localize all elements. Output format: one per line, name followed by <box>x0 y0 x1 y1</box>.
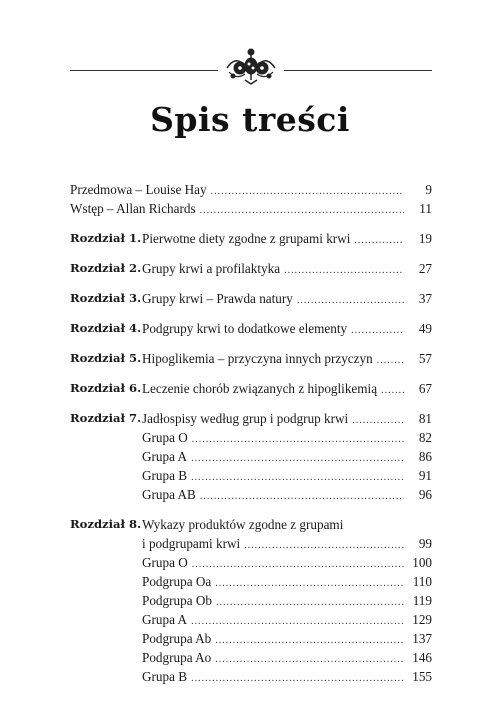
toc-row <box>70 180 432 199</box>
entry-title: Podgrupa Ob <box>142 593 212 608</box>
chapter-label: Rozdział 3. <box>70 291 142 305</box>
toc-row <box>70 667 432 686</box>
toc-entry <box>142 485 432 506</box>
toc-entry <box>70 199 432 220</box>
page-number: 91 <box>418 468 432 483</box>
dot-leader <box>354 231 404 250</box>
toc-row <box>70 629 432 648</box>
dot-leader <box>191 669 404 688</box>
toc-row <box>70 428 432 447</box>
toc-entry <box>142 379 432 400</box>
toc-entry <box>142 610 432 631</box>
toc-entry <box>142 591 432 612</box>
page-number: 49 <box>418 321 432 336</box>
toc-row <box>70 289 432 308</box>
toc-row <box>70 379 432 398</box>
entry-title: Leczenie chorób związanych z hipoglikemią <box>142 381 378 396</box>
toc-row <box>70 409 432 428</box>
page-number: 146 <box>412 650 432 665</box>
dot-leader <box>200 487 404 506</box>
chapter-label: Rozdział 5. <box>70 351 142 365</box>
toc-row <box>70 553 432 572</box>
toc-entry <box>142 428 432 449</box>
toc-entry <box>142 229 432 250</box>
entry-title: i podgrupami krwi <box>142 536 241 551</box>
chapter-label: Rozdział 7. <box>70 411 142 425</box>
toc-row <box>70 229 432 248</box>
entry-title: Grupa O <box>142 555 188 570</box>
chapter-label: Rozdział 6. <box>70 381 142 395</box>
toc-entry <box>142 667 432 688</box>
toc-row <box>70 349 432 368</box>
toc-entry <box>142 349 432 370</box>
entry-title: Grupy krwi – Prawda natury <box>142 291 293 306</box>
toc-row <box>70 572 432 591</box>
toc-entry <box>142 534 432 555</box>
toc-row <box>70 515 432 534</box>
page-number: 96 <box>418 487 432 502</box>
toc-entry <box>70 180 432 201</box>
toc-row <box>70 610 432 629</box>
entry-title: Podgrupa Ao <box>142 650 212 665</box>
entry-title: Jadłospisy według grup i podgrup krwi <box>142 411 349 426</box>
page-number: 110 <box>412 574 432 589</box>
entry-title: Podgrupa Ab <box>142 631 212 646</box>
page-number: 19 <box>418 231 432 246</box>
dot-leader <box>297 291 404 310</box>
toc-entry <box>142 319 432 340</box>
toc-row <box>70 591 432 610</box>
page-number: 67 <box>418 381 432 396</box>
toc-row <box>70 259 432 278</box>
entry-title: Podgrupa Oa <box>142 574 212 589</box>
page-number: 99 <box>418 536 432 551</box>
page-number: 86 <box>418 449 432 464</box>
entry-title: Wstęp – Allan Richards <box>70 201 196 216</box>
toc-entry <box>142 447 432 468</box>
toc-entry <box>142 289 432 310</box>
entry-title: Podgrupy krwi to dodatkowe elementy <box>142 321 348 336</box>
page-number: 37 <box>418 291 432 306</box>
page-number: 81 <box>418 411 432 426</box>
chapter-label: Rozdział 2. <box>70 261 142 275</box>
page-number: 100 <box>412 555 432 570</box>
entry-title: Grupa AB <box>142 487 196 502</box>
chapter-label: Rozdział 1. <box>70 231 142 245</box>
entry-title: Grupa B <box>142 669 188 684</box>
dot-leader <box>284 261 404 280</box>
page-number: 129 <box>412 612 432 627</box>
page-number: 9 <box>425 182 432 197</box>
page-number: 82 <box>418 430 432 445</box>
toc-row <box>70 485 432 504</box>
toc-row <box>70 466 432 485</box>
entry-title: Grupa O <box>142 430 188 445</box>
entry-title: Przedmowa – Louise Hay <box>70 182 207 197</box>
toc-entry <box>142 259 432 280</box>
header-ornament-row <box>70 46 432 86</box>
toc-row <box>70 648 432 667</box>
chapter-label: Rozdział 8. <box>70 517 142 531</box>
entry-title: Grupa A <box>142 612 188 627</box>
entry-title: Pierwotne diety zgodne z grupami krwi <box>142 231 351 246</box>
toc-entry <box>142 466 432 487</box>
dot-leader <box>351 321 404 340</box>
entry-title: Grupa A <box>142 449 188 464</box>
page-number: 27 <box>418 261 432 276</box>
floral-ornament-icon <box>223 46 279 86</box>
toc-row <box>70 199 432 218</box>
ornament-rule-right <box>284 70 432 71</box>
dot-leader <box>377 351 404 370</box>
toc-row <box>70 534 432 553</box>
entry-title: Grupy krwi a profilaktyka <box>142 261 281 276</box>
chapter-label: Rozdział 4. <box>70 321 142 335</box>
page-title: Spis treści <box>150 100 350 139</box>
page-number: 57 <box>418 351 432 366</box>
page-number: 155 <box>412 669 432 684</box>
page-number: 137 <box>412 631 432 646</box>
entry-title: Grupa B <box>142 468 188 483</box>
toc-row <box>70 319 432 338</box>
entry-title: Hipoglikemia – przyczyna innych przyczyn <box>142 351 373 366</box>
ornament-rule-left <box>70 70 218 71</box>
entry-title-line1: Wykazy produktów zgodne z grupami <box>142 517 344 532</box>
toc-entry <box>142 553 432 574</box>
dot-leader <box>200 201 404 220</box>
toc-entry <box>142 648 432 669</box>
dot-leader <box>381 381 404 400</box>
toc-row <box>70 447 432 466</box>
toc-entry <box>142 629 432 650</box>
toc-entry <box>142 409 432 430</box>
page-number: 119 <box>412 593 432 608</box>
toc-entry <box>142 572 432 593</box>
page-number: 11 <box>419 201 432 216</box>
